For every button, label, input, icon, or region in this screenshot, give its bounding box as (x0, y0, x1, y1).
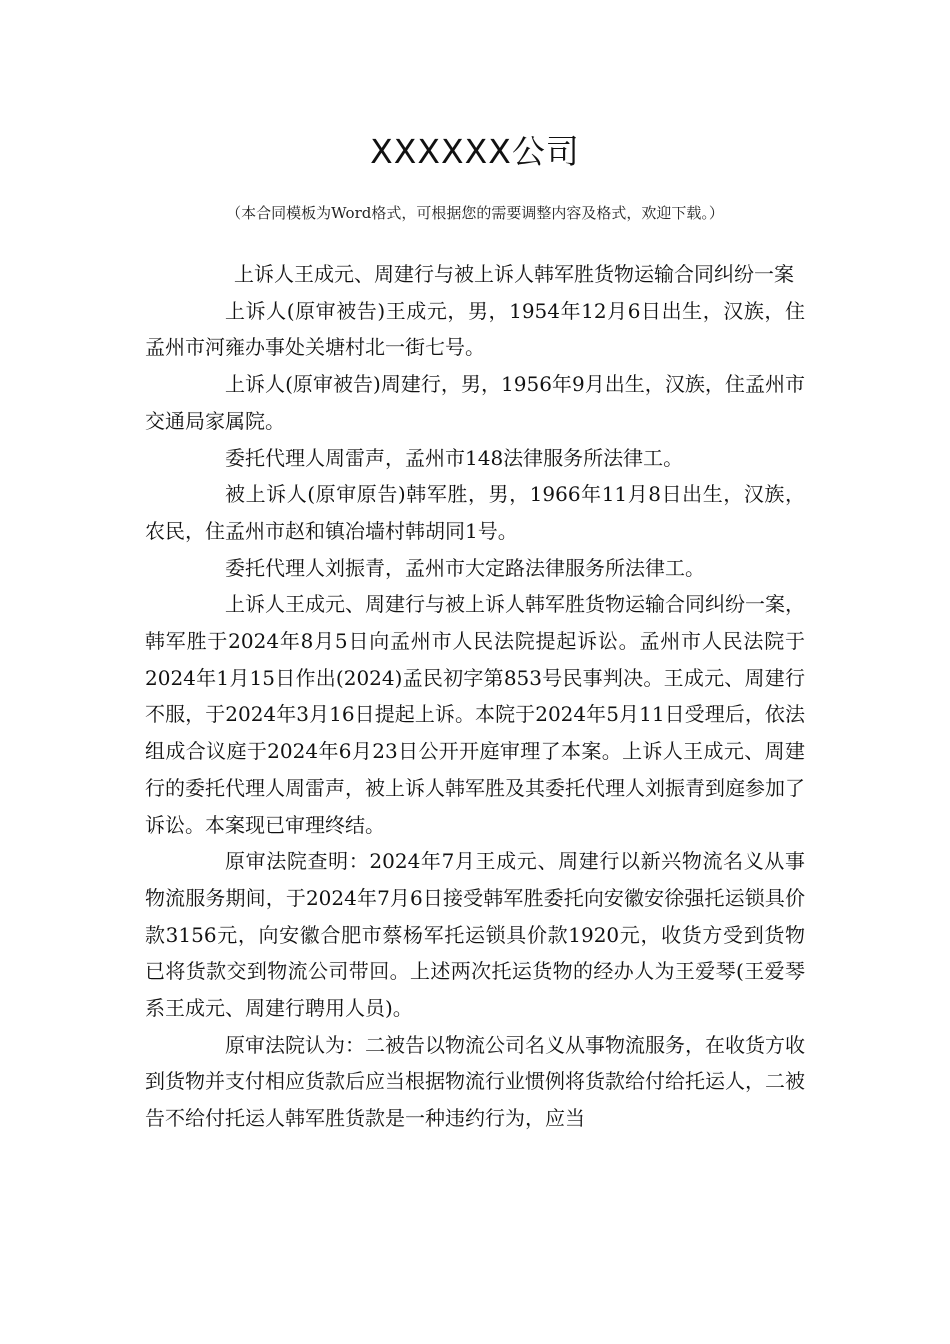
appellee-paragraph: 被上诉人(原审原告)韩军胜，男，1966年11月8日出生，汉族，农民，住孟州市赵和镇冶墙村韩胡同1号。 (145, 482, 805, 543)
original-opinion-paragraph: 原审法院认为：二被告以物流公司名义从事物流服务，在收货方收到货物并支付相应货款后应当根据物流行业惯例将货款给付给托运人，二被告不给付托运人韩军胜货款是一种违约行为，应当 (145, 1032, 805, 1131)
document-body (145, 256, 805, 1137)
original-findings-paragraph: 原审法院查明：2024年7月王成元、周建行以新兴物流名义从事物流服务期间，于2024年7月6日接受韩军胜委托向安徽安徐强托运锁具价款3156元，向安徽合肥市蔡杨军托运锁具价款1920元，收货方受到货物已将货款交到物流公司带回。上述两次托运货物的经办人为王爱琴(王爱琴系王成元、周建行聘用人员)。 (145, 849, 805, 1021)
appellee-agent-paragraph: 委托代理人刘振青，孟州市大定路法律服务所法律工。 (225, 555, 705, 580)
appellant-2-paragraph: 上诉人(原审被告)周建行，男，1956年9月出生，汉族，住孟州市交通局家属院。 (145, 372, 805, 433)
document-title: XXXXXX公司 (370, 132, 580, 171)
case-title-paragraph: 上诉人王成元、周建行与被上诉人韩军胜货物运输合同纠纷一案 (234, 262, 794, 286)
case-history-paragraph: 上诉人王成元、周建行与被上诉人韩军胜货物运输合同纠纷一案，韩军胜于2024年8月5日向孟州市人民法院提起诉讼。孟州市人民法院于2024年1月15日作出(2024)孟民初字第853号民事判决。王成元、周建行不服，于2024年3月16日提起上诉。本院于2024年5月11日受理后，依法组成合议庭于2024年6月23日公开开庭审理了本案。上诉人王成元、周建行的委托代理人周雷声，被上诉人韩军胜及其委托代理人刘振青到庭参加了诉讼。本案现已审理终结。 (145, 592, 805, 837)
appellant-1-paragraph: 上诉人(原审被告)王成元，男，1954年12月6日出生，汉族，住孟州市河雍办事处关塘村北一街七号。 (145, 298, 805, 360)
document-subtitle: （本合同模板为Word格式，可根据您的需要调整内容及格式，欢迎下载。） (226, 204, 724, 222)
appellant-agent-paragraph: 委托代理人周雷声，孟州市148法律服务所法律工。 (225, 445, 684, 470)
